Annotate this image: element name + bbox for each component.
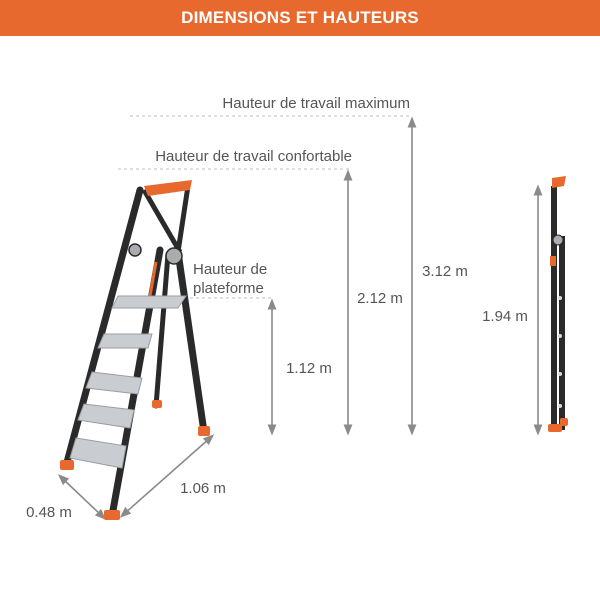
- stepladder-folded-icon: [548, 176, 568, 432]
- max-work-height-label: Hauteur de travail maximum: [222, 95, 410, 112]
- platform-height-value: 1.12 m: [286, 360, 332, 377]
- max-work-height-value: 3.12 m: [422, 263, 468, 280]
- platform-height-label-line1: Hauteur de: [193, 261, 268, 278]
- comfortable-work-height-label: Hauteur de travail confortable: [155, 148, 352, 165]
- depth-arrow: [124, 438, 210, 514]
- header-banner: [0, 0, 600, 36]
- folded-height-value: 1.94 m: [482, 308, 528, 325]
- depth-value: 1.06 m: [180, 480, 226, 497]
- dimension-arrows: [62, 122, 538, 516]
- width-value: 0.48 m: [26, 504, 72, 521]
- comfortable-work-height-value: 2.12 m: [357, 290, 403, 307]
- stepladder-open-icon: [60, 180, 210, 520]
- platform-height-label-line2: plateforme: [193, 280, 264, 297]
- header-title: DIMENSIONS ET HAUTEURS: [181, 8, 419, 27]
- dimension-diagram: [0, 36, 600, 600]
